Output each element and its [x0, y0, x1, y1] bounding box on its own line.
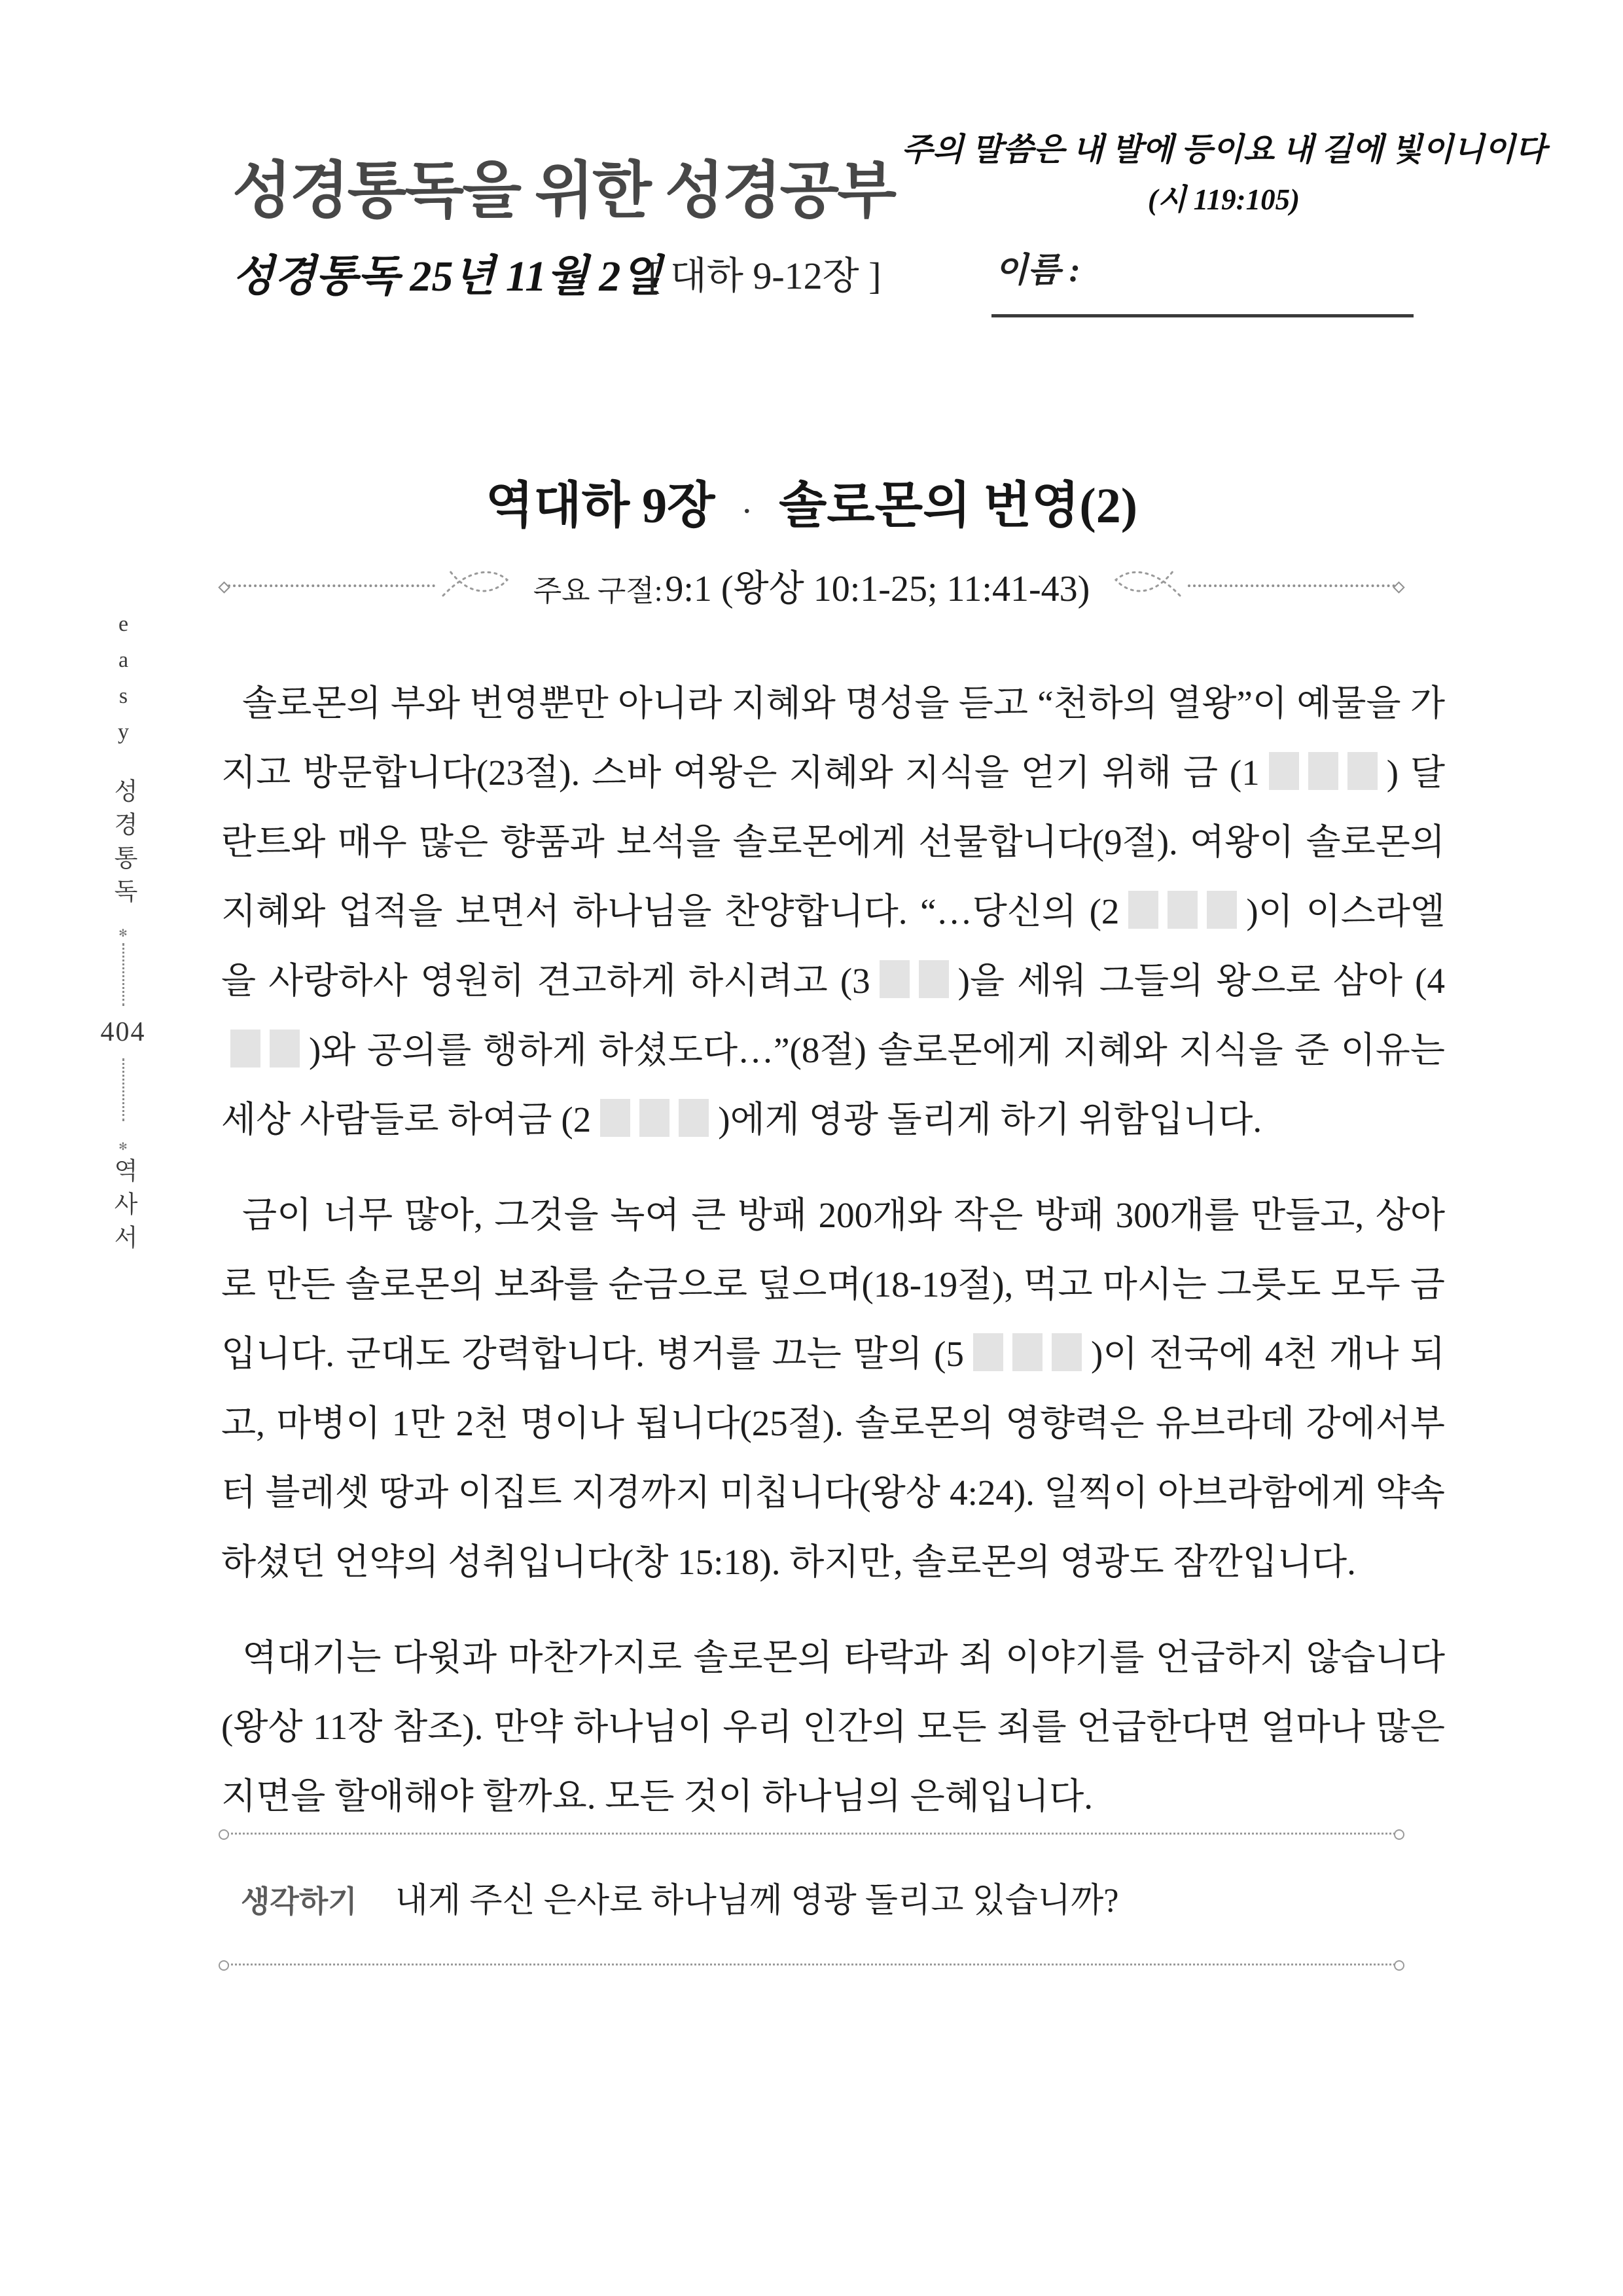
paragraph — [221, 1181, 1445, 1597]
blank-box[interactable] — [1347, 752, 1378, 790]
page-edge-sidebar — [97, 612, 149, 1258]
header-row2 — [0, 241, 1623, 326]
reading-range: [ 대하 9-12장 ] — [648, 255, 882, 297]
blank-box[interactable] — [270, 1030, 300, 1067]
sidebar-dotted-rule-top — [122, 943, 124, 1006]
blank-box[interactable] — [1012, 1333, 1043, 1371]
series-date: 성경통독 25년 11월 2일 — [232, 253, 663, 300]
paragraph-text: )을 세워 그들의 왕으로 삼아 (4 — [957, 961, 1445, 1001]
fill-in-blank[interactable] — [880, 960, 949, 998]
sidebar-brand: easy — [111, 612, 135, 756]
fill-in-blank[interactable] — [973, 1333, 1082, 1371]
fill-in-blank[interactable] — [230, 1030, 300, 1067]
blank-box[interactable] — [880, 960, 910, 998]
reflection-question: 내게 주신 은사로 하나님께 영광 돌리고 있습니까? — [395, 1882, 1119, 1920]
blank-box[interactable] — [230, 1030, 260, 1067]
blank-box[interactable] — [1052, 1333, 1082, 1371]
paragraph-text: )에게 영광 돌리게 하기 위함입니다. — [718, 1100, 1262, 1139]
divider-dotted-line-right — [1188, 584, 1400, 587]
lesson-title-subject: 솔로몬의 번영(2) — [778, 478, 1138, 533]
paragraph-text: ) 달란트와 매우 많은 향품과 보석을 솔로몬에게 선물합니다(9절). 여왕이 솔로몬의 지혜와 업적을 보면서 하나님을 찬양합니다. “…당신의 (2 — [221, 753, 1445, 931]
blank-box[interactable] — [1168, 891, 1198, 929]
key-verse-reference: 9:1 (왕상 10:1-25; 11:41-43) — [665, 569, 1090, 609]
blank-box[interactable] — [1207, 891, 1237, 929]
reflection-label: 생각하기 — [241, 1884, 357, 1918]
blank-box[interactable] — [1269, 752, 1299, 790]
name-input-line[interactable] — [991, 314, 1414, 317]
blank-box[interactable] — [1128, 891, 1158, 929]
lesson-title — [223, 465, 1400, 537]
paragraph-text: )와 공의를 행하게 하셨도다…”(8절) 솔로몬에게 지혜와 지식을 준 이유는 세상 사람들로 하여금 (2 — [221, 1030, 1445, 1139]
body-paragraphs — [221, 669, 1445, 1857]
ribbon-loop-icon — [1105, 563, 1184, 609]
verse-text: 주의 말씀은 내 발에 등이요 내 길에 빛이니이다 — [901, 132, 1546, 168]
name-label: 이름 : — [995, 252, 1080, 289]
sidebar-ornament-bottom: ✻ — [118, 1141, 128, 1153]
blank-box[interactable] — [973, 1333, 1003, 1371]
blank-box[interactable] — [600, 1099, 630, 1137]
fill-in-blank[interactable] — [600, 1099, 709, 1137]
key-verse-label: 주요 구절: — [533, 575, 663, 607]
reflection-box — [223, 1833, 1400, 1965]
blank-box[interactable] — [639, 1099, 669, 1137]
fill-in-blank[interactable] — [1269, 752, 1378, 790]
brand-title: 성경통독을 위한 성경공부 — [232, 156, 895, 224]
paragraph-text: 금이 너무 많아, 그것을 녹여 큰 방패 200개와 작은 방패 300개를 만들고, 상아로 만든 솔로몬의 보좌를 순금으로 덮으며(18-19절), 먹고 마시는 그릇도 모두 금입니다. 군대도 강력합니다. 병거를 끄는 말의 (5 — [221, 1195, 1445, 1374]
paragraph-text: )이 전국에 4천 개나 되고, 마병이 1만 2천 명이나 됩니다(25절). 솔로몬의 영향력은 유브라데 강에서부터 블레셋 땅과 이집트 지경까지 미칩니다(왕상 4:24). 일찍이 아브라함에게 약속하셨던 언약의 성취입니다(창 15:18). 하지만, 솔로몬의 영광도 잠깐입니다. — [221, 1334, 1445, 1582]
reflection-row — [223, 1835, 1400, 1964]
paragraph-text: 역대기는 다윗과 마찬가지로 솔로몬의 타락과 죄 이야기를 언급하지 않습니다(왕상 11장 참조). 만약 하나님이 우리 인간의 모든 죄를 언급한다면 얼마나 많은 지면을 할애해야 할까요. 모든 것이 하나님의 은혜입니다. — [221, 1638, 1445, 1816]
fill-in-blank[interactable] — [1128, 891, 1237, 929]
key-verse-divider — [223, 560, 1400, 612]
paragraph-text: 솔로몬의 부와 번영뿐만 아니라 지혜와 명성을 듣고 “천하의 열왕”이 예물을 가지고 방문합니다(23절). 스바 여왕은 지혜와 지식을 얻기 위해 금 (1 — [221, 683, 1445, 793]
paragraph — [221, 669, 1445, 1155]
paragraph — [221, 1623, 1445, 1831]
page-number: 404 — [100, 1017, 146, 1047]
paragraph-text: )이 이스라엘을 사랑하사 영원히 견고하게 하시려고 (3 — [221, 891, 1445, 1001]
sidebar-ornament-top: ✻ — [118, 928, 128, 939]
verse-reference: (시 119:105) — [1147, 183, 1300, 216]
reflection-rule-bottom — [223, 1964, 1400, 1965]
lesson-title-chapter: 역대하 9장 — [485, 478, 715, 533]
handwritten-verse — [883, 124, 1564, 218]
divider-dotted-line-left — [223, 584, 435, 587]
key-verse-text — [533, 560, 1090, 612]
blank-box[interactable] — [679, 1099, 709, 1137]
sidebar-series: 성경통독 — [109, 778, 137, 912]
sidebar-section: 역사서 — [109, 1158, 137, 1258]
title-separator-dot: · — [742, 495, 751, 526]
reflection-rule-top — [223, 1833, 1400, 1835]
ribbon-loop-icon — [439, 563, 518, 609]
blank-box[interactable] — [919, 960, 949, 998]
sidebar-dotted-rule-bottom — [122, 1058, 124, 1121]
blank-box[interactable] — [1308, 752, 1338, 790]
